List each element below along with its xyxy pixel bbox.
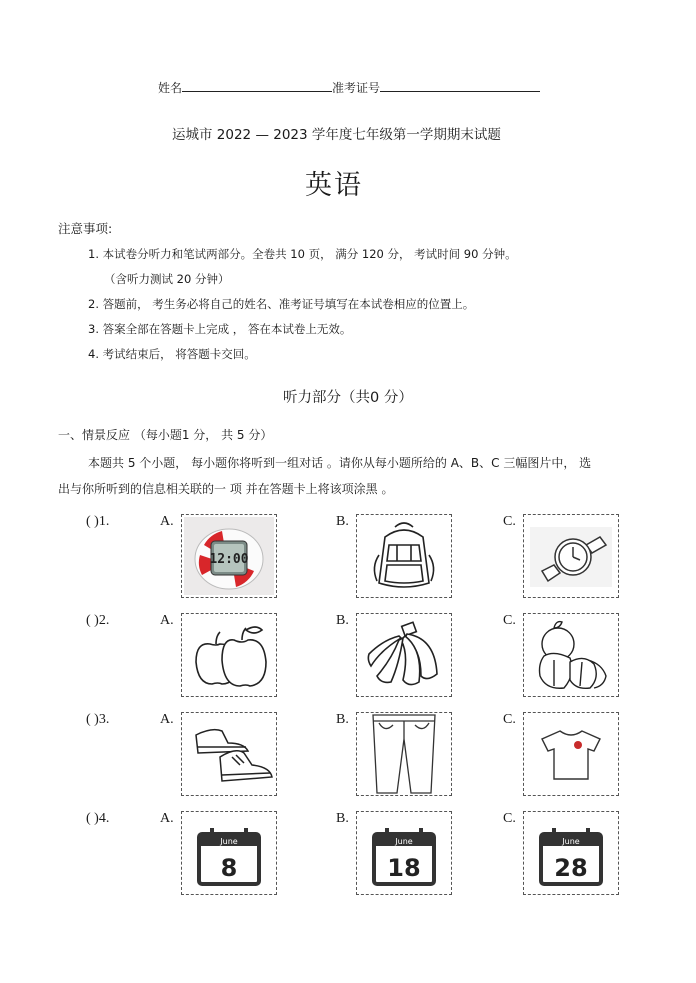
- question-number[interactable]: ( )1.: [86, 514, 110, 529]
- calendar-day: 18: [387, 854, 421, 882]
- backpack-icon: [357, 515, 451, 597]
- alarm-clock-icon: [182, 515, 276, 597]
- sneakers-icon: [182, 713, 276, 795]
- option-image[interactable]: [523, 712, 619, 796]
- oranges-icon: [524, 614, 618, 696]
- calendar-month: June: [395, 837, 413, 846]
- bananas-icon: [357, 614, 451, 696]
- note-item: （含听力测试 20 分钟）: [104, 272, 230, 286]
- instruction-line: 出与你所听到的信息相关联的一 项 并在答题卡上将该项涂黑 。: [58, 482, 394, 496]
- question-number[interactable]: ( )2.: [86, 613, 110, 628]
- option-image[interactable]: [523, 613, 619, 697]
- option-image[interactable]: [181, 514, 277, 598]
- subject-title: 英语: [305, 170, 363, 201]
- watch-icon: [524, 515, 618, 597]
- option-letter: A.: [160, 712, 174, 727]
- note-item: 3. 答案全部在答题卡上完成 ， 答在本试卷上无效。: [88, 322, 352, 336]
- note-item: 1. 本试卷分听力和笔试两部分。全卷共 10 页， 满分 120 分， 考试时间 90 分钟。: [88, 247, 517, 261]
- exam-number-blank[interactable]: [380, 80, 540, 92]
- option-image[interactable]: [356, 613, 452, 697]
- option-letter: C.: [503, 712, 516, 727]
- option-image[interactable]: [356, 712, 452, 796]
- apples-icon: [182, 614, 276, 696]
- notes-heading: 注意事项:: [58, 221, 113, 236]
- option-image[interactable]: [181, 613, 277, 697]
- calendar-day: 8: [220, 854, 238, 882]
- calendar-day: 28: [554, 854, 588, 882]
- option-image[interactable]: [356, 514, 452, 598]
- question-number[interactable]: ( )3.: [86, 712, 110, 727]
- option-image[interactable]: [523, 514, 619, 598]
- option-image[interactable]: [181, 811, 277, 895]
- calendar-month: June: [562, 837, 580, 846]
- option-letter: C.: [503, 811, 516, 826]
- note-item: 2. 答题前， 考生务必将自己的姓名、准考证号填写在本试卷相应的位置上。: [88, 297, 475, 311]
- listening-part-title: 听力部分（共0 分）: [283, 390, 413, 406]
- section-title: 一、情景反应 （每小题1 分， 共 5 分）: [58, 428, 273, 442]
- option-letter: C.: [503, 613, 516, 628]
- clock-display-text: 12:00: [209, 552, 249, 567]
- option-image[interactable]: [181, 712, 277, 796]
- name-blank[interactable]: [182, 80, 332, 92]
- option-letter: A.: [160, 613, 174, 628]
- calendar-icon: [182, 812, 276, 894]
- candidate-info-line: [158, 79, 540, 96]
- option-letter: C.: [503, 514, 516, 529]
- instruction-line: 本题共 5 个小题， 每小题你将听到一组对话 。请你从每小题所给的 A、B、C 三幅图片中， 选: [88, 456, 592, 470]
- name-label: 姓名: [158, 81, 183, 95]
- exam-number-label: 准考证号: [332, 81, 381, 95]
- calendar-icon: [524, 812, 618, 894]
- calendar-month: June: [220, 837, 238, 846]
- exam-title: 运城市 2022 — 2023 学年度七年级第一学期期末试题: [172, 127, 501, 143]
- trousers-icon: [357, 713, 451, 795]
- option-letter: B.: [336, 712, 349, 727]
- option-image[interactable]: [356, 811, 452, 895]
- question-number[interactable]: ( )4.: [86, 811, 110, 826]
- option-letter: A.: [160, 514, 174, 529]
- calendar-icon: [357, 812, 451, 894]
- option-image[interactable]: [523, 811, 619, 895]
- note-item: 4. 考试结束后， 将答题卡交回。: [88, 347, 256, 361]
- t-shirt-icon: [524, 713, 618, 795]
- option-letter: B.: [336, 613, 349, 628]
- option-letter: B.: [336, 514, 349, 529]
- option-letter: A.: [160, 811, 174, 826]
- option-letter: B.: [336, 811, 349, 826]
